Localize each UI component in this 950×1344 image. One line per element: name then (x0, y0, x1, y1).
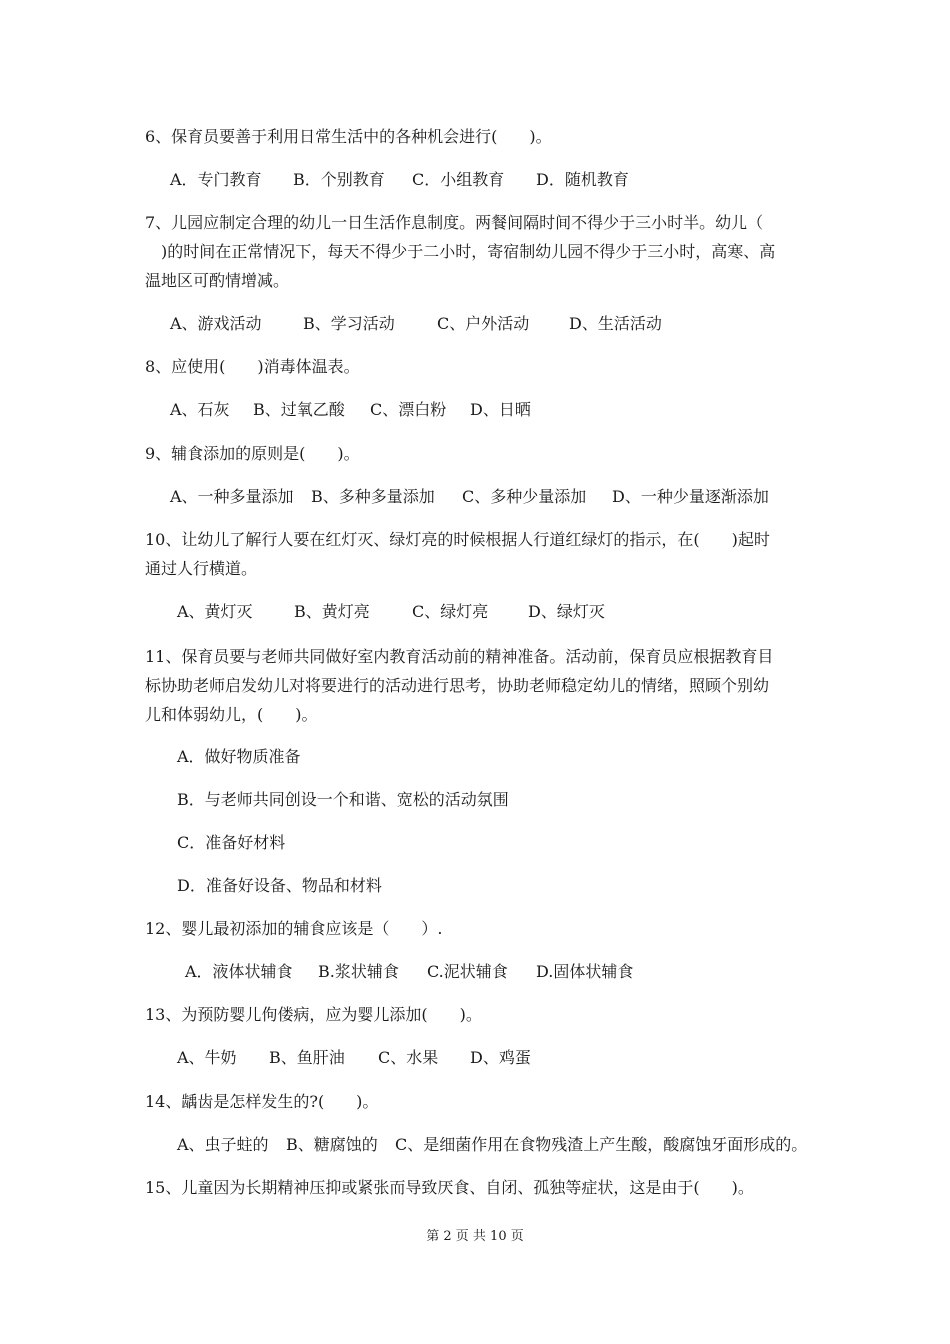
question-13-option-b: B、鱼肝油 (269, 1048, 345, 1067)
question-8-option-c: C、漂白粉 (370, 400, 447, 419)
question-9-option-d: D、一种少量逐渐添加 (612, 487, 769, 506)
question-12-line-1: 12、婴儿最初添加的辅食应该是（ ）. (145, 919, 443, 938)
question-6-line-1: 6、保育员要善于利用日常生活中的各种机会进行( )。 (145, 127, 552, 146)
question-11-option-d: D．准备好设备、物品和材料 (177, 876, 382, 895)
question-9-option-c: C、多种少量添加 (462, 487, 587, 506)
question-8-option-d: D、日晒 (470, 400, 531, 419)
question-7-option-a: A、游戏活动 (170, 314, 262, 333)
question-14-option-c: C、是细菌作用在食物残渣上产生酸，酸腐蚀牙面形成的。 (395, 1135, 808, 1154)
question-11-option-c: C．准备好材料 (177, 833, 286, 852)
question-14-option-b: B、糖腐蚀的 (286, 1135, 378, 1154)
question-9-option-a: A、一种多量添加 (170, 487, 294, 506)
question-6-option-a: A．专门教育 (170, 170, 262, 189)
question-7-line-1: 7、儿园应制定合理的幼儿一日生活作息制度。两餐间隔时间不得少于三小时半。幼儿（ (145, 213, 764, 232)
question-13-line-1: 13、为预防婴儿佝偻病，应为婴儿添加( )。 (145, 1005, 482, 1024)
question-13-option-a: A、牛奶 (177, 1048, 237, 1067)
question-12-option-a: A．液体状辅食 (185, 962, 293, 981)
question-10-option-b: B、黄灯亮 (294, 602, 370, 621)
question-8-line-1: 8、应使用( )消毒体温表。 (145, 357, 360, 376)
question-11-line-1: 11、保育员要与老师共同做好室内教育活动前的精神准备。活动前，保育员应根据教育目 (145, 647, 774, 666)
question-11-line-3: 儿和体弱幼儿，( )。 (145, 705, 318, 724)
question-6-option-c: C．小组教育 (412, 170, 505, 189)
question-13-option-d: D、鸡蛋 (470, 1048, 531, 1067)
question-15-line-1: 15、儿童因为长期精神压抑或紧张而导致厌食、自闭、孤独等症状，这是由于( )。 (145, 1178, 754, 1197)
question-7-option-c: C、户外活动 (437, 314, 530, 333)
question-7-option-b: B、学习活动 (303, 314, 395, 333)
question-6-option-d: D．随机教育 (536, 170, 629, 189)
question-10-option-c: C、绿灯亮 (412, 602, 489, 621)
question-7-line-3: 温地区可酌情增减。 (145, 271, 290, 290)
page-number-footer: 第 2 页 共 10 页 (426, 1229, 524, 1244)
question-8-option-a: A、石灰 (170, 400, 230, 419)
question-14-option-a: A、虫子蛀的 (177, 1135, 269, 1154)
question-10-option-d: D、绿灯灭 (528, 602, 605, 621)
question-14-line-1: 14、龋齿是怎样发生的?( )。 (145, 1092, 379, 1111)
question-12-option-b: B.浆状辅食 (318, 962, 399, 981)
question-11-option-a: A．做好物质准备 (177, 747, 301, 766)
question-12-option-d: D.固体状辅食 (536, 962, 634, 981)
question-10-option-a: A、黄灯灭 (177, 602, 253, 621)
question-10-line-2: 通过人行横道。 (145, 559, 258, 578)
question-12-option-c: C.泥状辅食 (427, 962, 508, 981)
question-9-option-b: B、多种多量添加 (311, 487, 435, 506)
question-11-line-2: 标协助老师启发幼儿对将要进行的活动进行思考，协助老师稳定幼儿的情绪，照顾个别幼 (145, 676, 770, 695)
question-7-option-d: D、生活活动 (569, 314, 662, 333)
question-8-option-b: B、过氧乙酸 (253, 400, 345, 419)
question-10-line-1: 10、让幼儿了解行人要在红灯灭、绿灯亮的时候根据人行道红绿灯的指示，在( )起时 (145, 530, 770, 549)
question-9-line-1: 9、辅食添加的原则是( )。 (145, 444, 360, 463)
question-7-line-2: )的时间在正常情况下，每天不得少于二小时，寄宿制幼儿园不得少于三小时，高寒、高 (145, 242, 776, 261)
question-11-option-b: B．与老师共同创设一个和谐、宽松的活动氛围 (177, 790, 509, 809)
question-13-option-c: C、水果 (378, 1048, 439, 1067)
question-6-option-b: B．个别教育 (293, 170, 385, 189)
